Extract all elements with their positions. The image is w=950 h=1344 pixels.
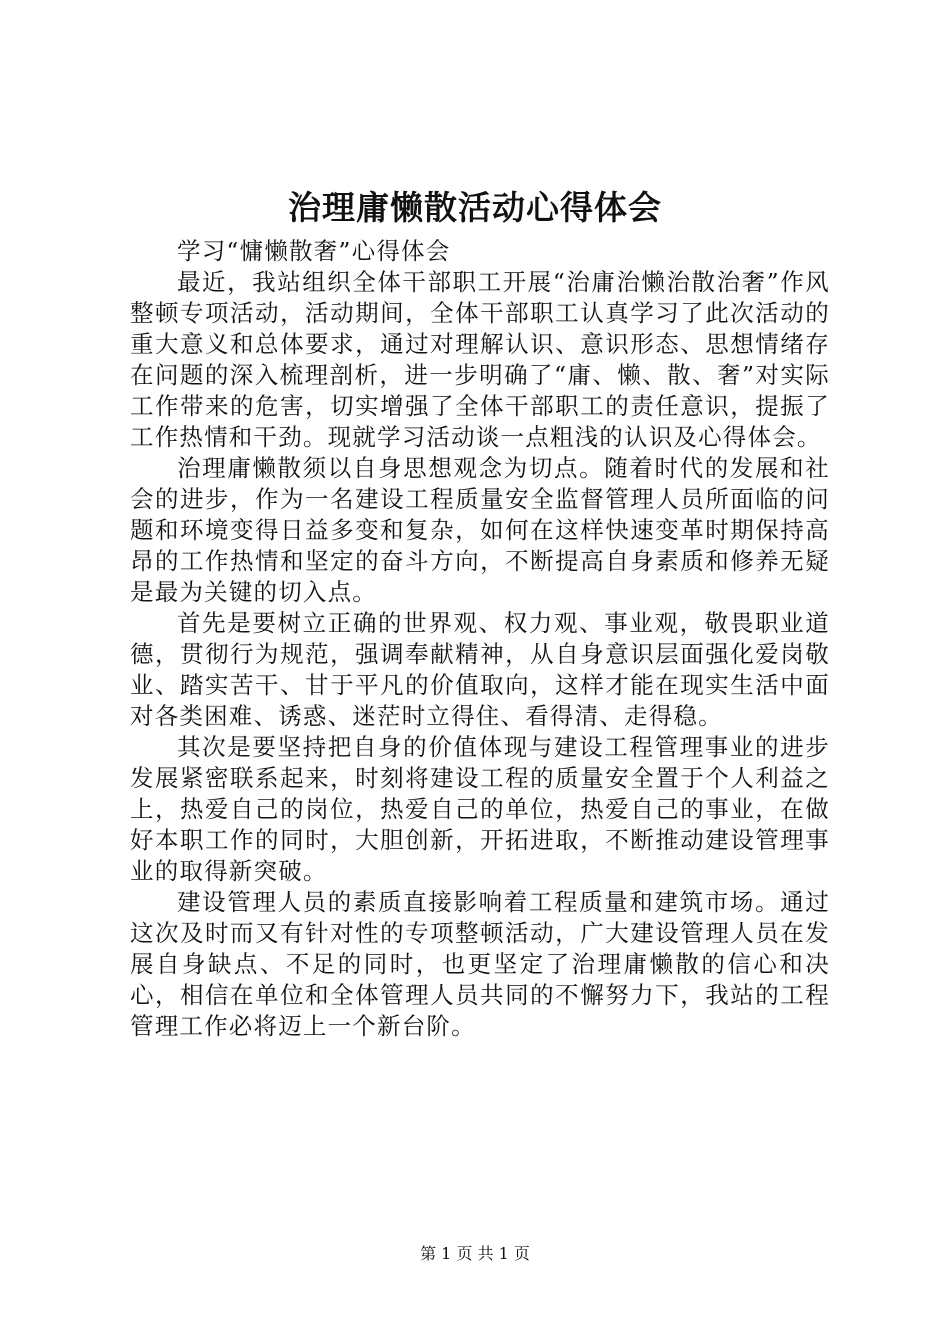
page-footer: 第 1 页 共 1 页 <box>420 1244 530 1263</box>
document-title: 治理庸懒散活动心得体会 <box>288 188 662 227</box>
subtitle-paragraph: 学习“慵懒散奢”心得体会 <box>177 237 451 265</box>
body-paragraph: 其次是要坚持把自身的价值体现与建设工程管理事业的进步发展紧密联系起来，时刻将建设工程的质量安全置于个人利益之上，热爱自己的岗位，热爱自己的单位，热爱自己的事业，在做好本职工作的同时，大胆创新，开拓进取，不断推动建设管理事业的取得新突破。 <box>130 733 830 885</box>
body-paragraph: 最近，我站组织全体干部职工开展“治庸治懒治散治奢”作风整顿专项活动，活动期间，全体干部职工认真学习了此次活动的重大意义和总体要求，通过对理解认识、意识形态、思想情绪存在问题的深入梳理剖析，进一步明确了“庸、懒、散、奢”对实际工作带来的危害，切实增强了全体干部职工的责任意识，提振了工作热情和干劲。现就学习活动谈一点粗浅的认识及心得体会。 <box>130 268 830 451</box>
body-paragraph: 首先是要树立正确的世界观、权力观、事业观，敬畏职业道德，贯彻行为规范，强调奉献精神，从自身意识层面强化爱岗敬业、踏实苦干、甘于平凡的价值取向，这样才能在现实生活中面对各类困难、诱惑、迷茫时立得住、看得清、走得稳。 <box>130 609 830 730</box>
document-body <box>130 236 830 1042</box>
body-paragraph: 治理庸懒散须以自身思想观念为切点。随着时代的发展和社会的进步，作为一名建设工程质量安全监督管理人员所面临的问题和环境变得日益多变和复杂，如何在这样快速变革时期保持高昂的工作热情和坚定的奋斗方向，不断提高自身素质和修养无疑是最为关键的切入点。 <box>130 454 830 606</box>
body-paragraph: 建设管理人员的素质直接影响着工程质量和建筑市场。通过这次及时而又有针对性的专项整顿活动，广大建设管理人员在发展自身缺点、不足的同时，也更坚定了治理庸懒散的信心和决心，相信在单位和全体管理人员共同的不懈努力下，我站的工程管理工作必将迈上一个新台阶。 <box>130 888 830 1040</box>
